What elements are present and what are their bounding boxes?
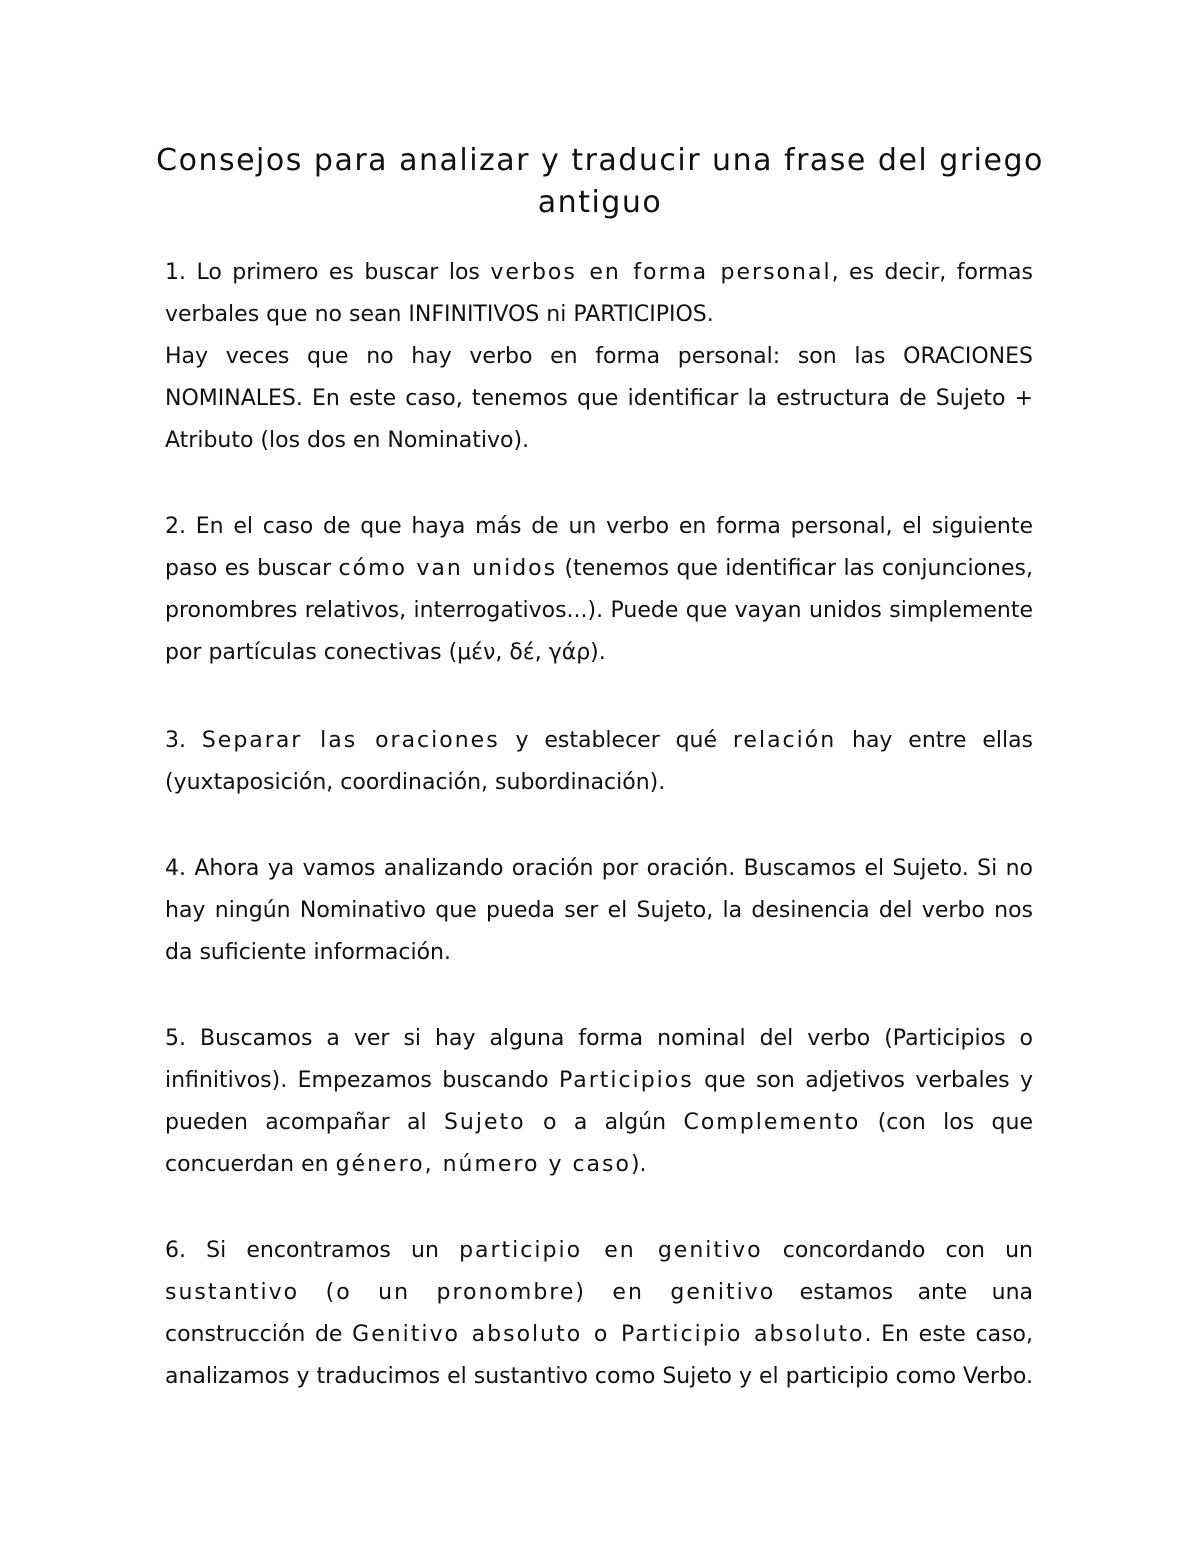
document-title: Consejos para analizar y traducir una frase del griego antiguo — [156, 143, 1044, 220]
paragraph-2-text-c: (tenemos que identificar las conjunciones, pronombres relativos, interrogativos...). Puede que vayan unidos simplemente por partículas conectivas (μέν, δέ, γάρ). — [165, 556, 1033, 665]
paragraph-1-text-c: , es decir, formas verbales que no sean INFINITIVOS ni PARTICIPIOS. — [165, 260, 1033, 327]
paragraph-6-text-e: estamos ante una construcción de — [165, 1280, 1034, 1347]
paragraph-5-emphasis-1: Participios — [558, 1068, 694, 1093]
paragraph-4: 4. Ahora ya vamos analizando oración por oración. Buscamos el Sujeto. Si no hay ningún Nominativo que pueda ser el Sujeto, la desinencia del verbo nos da suficiente información. — [165, 856, 1033, 965]
paragraph-6 — [165, 1230, 1033, 1398]
paragraph-3-emphasis-1: Separar las oraciones — [201, 728, 500, 753]
paragraph-5-text-g: (con los que concuerdan en — [165, 1110, 1034, 1177]
paragraph-6-text-c: concordando con un — [762, 1238, 1033, 1263]
paragraph-1-text-d: Hay veces que no hay verbo en forma personal: son las ORACIONES NOMINALES. En este caso, tenemos que identificar la estructura de Sujeto + Atributo (los dos en Nominativo). — [165, 344, 1033, 453]
paragraph-1-text-a: 1. Lo primero es buscar los — [165, 260, 491, 285]
paragraph-5-text-c: que son adjetivos verbales y pueden acompañar al — [165, 1068, 1033, 1135]
paragraph-3-text-c: y establecer qué — [499, 728, 733, 753]
paragraph-3-text-e: hay entre ellas (yuxtaposición, coordinación, subordinación). — [165, 728, 1034, 795]
paragraph-3-text-a: 3. — [165, 728, 202, 753]
paragraph-5-text-e: o a algún — [525, 1110, 684, 1135]
paragraph-5-emphasis-3: Complemento — [683, 1110, 861, 1135]
paragraph-5-text-a: 5. Buscamos a ver si hay alguna forma nominal del verbo (Participios o infinitivos). Empezamos buscando — [165, 1026, 1033, 1093]
paragraph-6-emphasis-2: sustantivo (o un pronombre) en genitivo — [165, 1280, 776, 1305]
paragraph-5-text-i: ). — [630, 1152, 647, 1177]
paragraph-5-emphasis-2: Sujeto — [443, 1110, 526, 1135]
paragraph-2-text-a: 2. En el caso de que haya más de un verbo en forma personal, el siguiente paso es buscar — [165, 514, 1033, 581]
paragraph-3 — [165, 720, 1033, 804]
paragraph-6-text-g: . En este caso, analizamos y traducimos el sustantivo como Sujeto y el participio como Verbo. — [165, 1322, 1033, 1389]
paragraph-1 — [165, 252, 1033, 462]
paragraph-6-emphasis-1: participio en genitivo — [459, 1238, 763, 1263]
paragraph-2-emphasis: cómo van unidos — [338, 556, 558, 581]
paragraph-5 — [165, 1018, 1033, 1186]
paragraph-6-text-a: 6. Si encontramos un — [165, 1238, 460, 1263]
paragraph-1-emphasis: verbos en forma personal — [490, 260, 832, 285]
paragraph-6-emphasis-3: Genitivo absoluto o Participio absoluto — [352, 1322, 865, 1347]
paragraph-2 — [165, 506, 1033, 674]
paragraph-3-emphasis-2: relación — [732, 728, 837, 753]
paragraph-5-emphasis-4: género, número y caso — [335, 1152, 631, 1177]
